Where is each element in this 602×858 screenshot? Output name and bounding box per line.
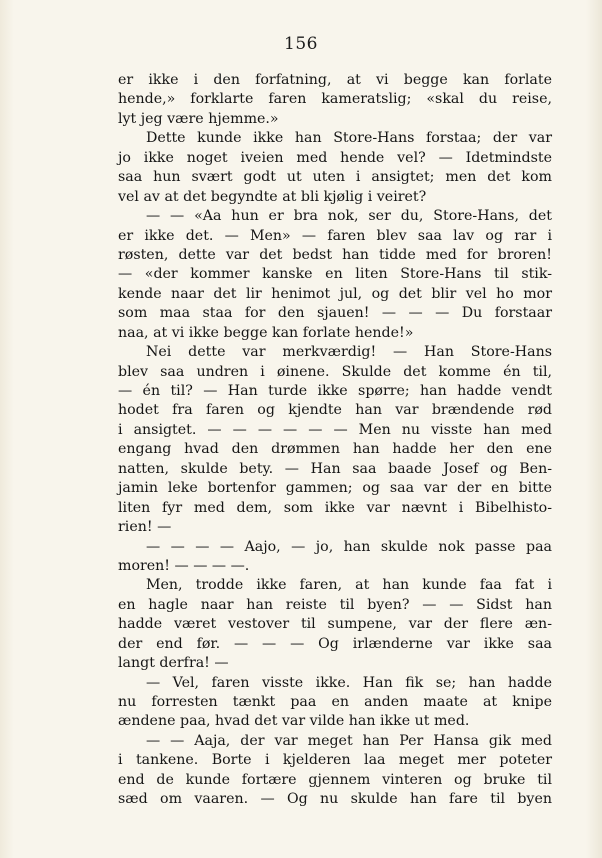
text-line: Men, trodde ikke faren, at han kunde faa fat i xyxy=(146,577,552,594)
text-line: naa, at vi ikke begge kan forlate hende!» xyxy=(118,324,414,341)
text-line: saa hun svært godt ut uten i ansigtet; men det kom xyxy=(118,169,552,186)
text-line: — — Aaja, der var meget han Per Hansa gik med xyxy=(146,732,552,749)
text-line: ændene paa, hvad det var vilde han ikke ut med. xyxy=(118,713,470,730)
text-line: — — «Aa hun er bra nok, ser du, Store-Hans, det xyxy=(146,208,552,225)
text-line: en hagle naar han reiste til byen? — — Sidst han xyxy=(118,596,552,613)
text-line: langt derfra! — xyxy=(118,655,229,672)
text-line: vel av at det begyndte at bli kjølig i veiret? xyxy=(118,188,427,205)
text-line: hende,» forklarte faren kameratslig; «skal du reise, xyxy=(118,91,552,108)
text-line: er ikke det. — Men» — faren blev saa lav og rar i xyxy=(118,227,552,244)
text-line: jo ikke noget iveien med hende vel? — Idetmindste xyxy=(118,149,552,166)
text-line: — — — — Aajo, — jo, han skulde nok passe paa xyxy=(146,538,552,555)
text-line: — Vel, faren visste ikke. Han fik se; han hadde xyxy=(146,674,552,691)
text-line: i tankene. Borte i kjelderen laa meget mer poteter xyxy=(118,752,552,769)
text-line: Nei dette var merkværdig! — Han Store-Hans xyxy=(146,344,552,361)
text-line: lyt jeg være hjemme.» xyxy=(118,110,279,127)
text-line: der end før. — — — Og irlænderne var ikke saa xyxy=(118,635,552,652)
text-line: blev saa undren i øinene. Skulde det komme én til, xyxy=(118,363,552,380)
text-line: liten fyr med dem, som ikke var nævnt i Bibelhisto- xyxy=(118,499,552,516)
text-line: sæd om vaaren. — Og nu skulde han fare til byen xyxy=(118,791,552,808)
text-line: engang hvad den drømmen han hadde her den ene xyxy=(118,441,552,458)
body-text xyxy=(118,71,552,810)
text-line: hodet fra faren og kjendte han var brændende rød xyxy=(118,402,552,419)
text-line: — én til? — Han turde ikke spørre; han hadde vendt xyxy=(118,383,552,399)
text-line: jamin leke bortenfor gammen; og saa var der en bitte xyxy=(118,480,552,497)
text-line: som maa staa for den sjauen! — — — Du forstaar xyxy=(118,305,552,322)
page-number: 156 xyxy=(284,34,318,54)
text-line: end de kunde fortære gjennem vinteren og bruke til xyxy=(118,771,552,788)
text-line: — «der kommer kanske en liten Store-Hans til stik- xyxy=(118,266,552,283)
text-line: er ikke i den forfatning, at vi begge kan forlate xyxy=(118,72,552,88)
text-line: kende naar det lir henimot jul, og det blir vel ho mor xyxy=(118,285,552,302)
text-line: hadde været vestover til sumpene, var der flere æn- xyxy=(118,616,552,633)
text-line: røsten, dette var det bedst han tidde med for broren! xyxy=(118,246,552,263)
text-line: rien! — xyxy=(118,519,172,536)
text-line: i ansigtet. — — — — — — Men nu visste han med xyxy=(118,421,552,438)
text-line: Dette kunde ikke han Store-Hans forstaa; der var xyxy=(146,130,552,147)
text-line: nu forresten tænkt paa en anden maate at knipe xyxy=(118,694,552,710)
text-line: moren! — — — —. xyxy=(118,557,250,574)
text-line: natten, skulde bety. — Han saa baade Josef og Ben- xyxy=(118,460,552,477)
